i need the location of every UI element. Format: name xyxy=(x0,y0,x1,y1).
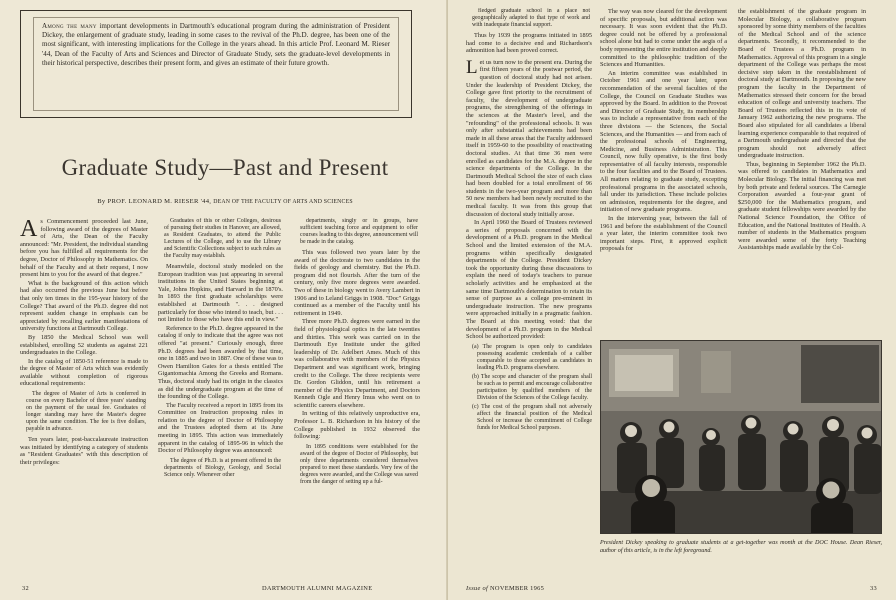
paragraph: Let us turn now to the present era. During the first fifteen years of the postwar period, the question of doctoral study had not arisen. Under the leadership of President Dickey, the College gave first priority to the recruitment of faculty, the development of undergraduate programs, the strengthening of the offerings in the sciences at the Master's level, and the "refounding" of the professional schools. It was only after substantial achievements had been made in all these areas that the Faculty addressed itself in 1959-60 to the possibility of reactivating doctoral studies. At that time 36 men were enrolled as candidates for the M.A. degree in the science departments of the College. In the Dartmouth Medical School the size of each class had been doubled for a total enrollment of 96 students in the two-year program and more than 50 new members had been newly recruited to the medical faculty. It was from this group that discussion of doctoral study initially arose. xyxy=(466,56,592,218)
block-quote: The degree of Ph.D. is at present offered in the departments of Biology, Geology, and Social Science only. Whenever other xyxy=(164,457,281,478)
paragraph: The Faculty received a report in 1895 from its Committee on Instruction proposing rules in relation to the degree of Doctor of Philosophy and the Trustees adopted them at its June meeting in 1895. This action was immediately apparent in the catalog of 1895-96 in which the Doctor of Philosophy degree was announced: xyxy=(158,401,283,455)
byline xyxy=(20,198,430,205)
paragraph: In the catalog of 1850-51 reference is made to the degree of Master of Arts which was evidently available without completion of rigorous educational requirements: xyxy=(20,357,148,388)
issue-date: NOVEMBER 1965 xyxy=(490,585,545,592)
intro-lead-caps: Among the many xyxy=(42,22,97,30)
column-4 xyxy=(466,8,592,580)
intro-body: important developments in Dartmouth's educational program during the administration of President Dickey, the enlargement of graduate study, leading in some cases to the revival of the Ph.D. degree, has been one of the most significant, with interesting implications for the College in the years ahead. In this article Prof. Leonard M. Rieser '44, Dean of the Faculty of Arts and Sciences and Director of Graduate Study, sets the graduate-level developments in their historical perspective, describes their present form, and gives an estimate of their future growth. xyxy=(42,22,390,67)
paragraph: the establishment of the graduate program in Molecular Biology, a collaborative program sponsored by some thirty members of the faculties of the Medical School and of the science departments. Secondly, it recommended to the Board of Trustees a Ph.D. program in Mathematics. Approval of this program in a single department of the College was perhaps the most decisive step taken in the reestablishment of doctoral study at Dartmouth. In proposing the new program the faculty in the Department of Mathematics stressed their concern for the broad education of college and university teachers. The Board of Trustees reflected this in its vote of January 1962 authorizing the new programs. The Board also stipulated for all candidates a liberal learning experience comparable to that required of a Dartmouth undergraduate and directed that the program should not adversely affect undergraduate instruction. xyxy=(738,8,866,160)
paragraph: What is the background of this action which had also occurred the previous June but before that only ten times in the 195-year history of the College? That award of the Ph.D. degree did not represent sudden change in emphasis can be appreciated by recalling earlier manifestations of university functions at Dartmouth College. xyxy=(20,279,148,333)
paragraph: Thus by 1939 the programs initiated in 1895 had come to a decisive end and Richardson's admonition had been proved correct. xyxy=(466,32,592,55)
list-item: (a) The program is open only to candidates possessing academic credentials of a caliber comparable to those accepted as candidates in leading Ph.D. programs elsewhere. xyxy=(472,343,592,371)
block-quote: Graduates of this or other Colleges, desirous of pursuing their studies in Hanover, are allowed, as Resident Graduates, to attend the Public Lectures of the College, and to use the Library and Scientific Collections subject to such rules as the Faculty may establish. xyxy=(164,218,281,259)
magazine-name: DARTMOUTH ALUMNI MAGAZINE xyxy=(262,585,373,592)
conditions-list xyxy=(472,344,592,432)
paragraph: In writing of this relatively unproductive era, Professor L. B. Richardson in his history of the College published in 1932 observed the following: xyxy=(294,410,420,441)
paragraph: In April 1960 the Board of Trustees reviewed a series of proposals concerned with the development of a Ph.D. program in the Medical School and the limited extension of the M.A. programs within specifically designated departments of the College. President Dickey took the opportunity during these discussions to explain the need of today's teachers to pursue scholarly activities and he emphasized at the same time Dartmouth's determination to retain its sense of purpose as a college pre-eminent in undergraduate instruction. The new programs were approached initially in a pragmatic fashion. The Board at this meeting voted: that the development of a Ph.D. program in the Medical School be authorized provided: xyxy=(466,219,592,341)
column-5 xyxy=(600,8,727,333)
list-item: (c) The cost of the program shall not adversely affect the financial position of the Medical School or increase the commitment of College funds for Medical School purposes. xyxy=(472,403,592,431)
page-number-left: 32 xyxy=(22,585,29,592)
paragraph: As Commencement proceeded last June, following award of the degrees of Master of Arts, the Dean of the Faculty announced: "Mr. President, the individual standing before you has fulfilled all requirements for the degree, Doctor of Philosophy in Mathematics. On behalf of the Faculty and at their request, I now present him to you for the award of that degree." xyxy=(20,218,148,279)
byline-author: By PROF. LEONARD M. RIESER '44, xyxy=(97,198,212,205)
column-1 xyxy=(20,218,148,580)
drop-cap: A xyxy=(20,218,38,242)
block-quote: departments, singly or in groups, have sufficient teaching force and equipment to offer courses leading to this degree, announcement will be made in the catalog. xyxy=(300,218,418,245)
issue-prefix: Issue of xyxy=(466,585,489,592)
column-6 xyxy=(738,8,866,333)
block-quote: In 1895 conditions were established for the award of the degree of Doctor of Philosophy, but only three departments considered themselves prepared to meet these standards. Very few of the degrees were awarded, and the College was saved from the danger of setting up a ful- xyxy=(300,443,418,485)
paragraph: An interim committee was established in October 1961 and one year later, upon recommendation of the several faculties of the College, the Council on Graduate Studies was approved by the Board. In addition to the Provost and Director of Graduate Study, its membership was to include a representative from each of the three divisions — the Sciences, the Social Sciences, and the Humanities — and from each of the professional schools of Engineering, Medicine, and Business Administration. This Council, now fully operative, is the first body representative of all faculty interests, responsible to the four faculties and to the Board of Trustees. All matters relating to graduate study, excepting professional programs in the associated schools, fall under its jurisdiction. These include policies on admission, requirements for the degree, and initiation of new graduate programs. xyxy=(600,69,727,214)
photograph xyxy=(600,340,882,534)
list-item: (b) The scope and character of the program shall be such as to permit and encourage collaborative participation by qualified members of the Division of the Sciences of the College faculty. xyxy=(472,373,592,401)
issue-line xyxy=(466,585,544,592)
paragraph: Thus, beginning in September 1962 the Ph.D. was offered to candidates in Mathematics and Molecular Biology. The initial financing was met by both private and federal sources. The Carnegie Corporation awarded a four-year grant of $250,000 for the Mathematics program, and graduate student fellowships were awarded by the National Science Foundation, the Office of Education, and the National Institutes of Health. A number of students in the Mathematics program were awarded some of the forty Teaching Assistantships made available by the Col- xyxy=(738,160,866,252)
page-number-right: 33 xyxy=(870,585,877,592)
paragraph: This was followed two years later by the award of the doctorate to two candidates in the fields of geology and chemistry. But the Ph.D. program did not flourish. After the turn of the century, only five more degrees were awarded. Two of these in biology went to Avery Lambert in 1906 and to Leland Griggs in 1908. "Doc" Griggs continued as a member of the Faculty until his retirement in 1949. xyxy=(294,249,420,317)
paragraph: The way was now cleared for the development of specific proposals, but additional action was necessary. It was soon evident that the Ph.D. degree could not be offered by a professional school alone but had to come under the aegis of a body representing the entire institution and deeply committed to the philosophic tradition of the Sciences and Humanities. xyxy=(600,8,727,69)
paragraph: Meanwhile, doctoral study modeled on the European tradition was just appearing in several institutions in the United States beginning at Yale, Johns Hopkins, and Harvard in the 1870's. In 1893 the first graduate scholarships were established at Dartmouth ". . . designed particularly for those who intend to teach, but . . . not limited to those who have this end in view." xyxy=(158,263,283,324)
paragraph: In the intervening year, between the fall of 1961 and before the establishment of the Council a year later, the interim committee took two important steps. First, it approved explicit proposals for xyxy=(600,215,727,253)
intro-box xyxy=(20,10,412,118)
paragraph: Three more Ph.D. degrees were earned in the field of physiological optics in the late twenties and thirties. This work was carried on in the Dartmouth Eye Institute under the gifted leadership of Dr. Adelbert Ames. Much of this was collaborative with members of the Physics Department and was significant work, bringing credit to the College. The three recipients were Dr. Gordon Gliddon, until his retirement a member of the Physics Department, and Doctors Kenneth Ogle and Henry Imus who went on to scientific careers elsewhere. xyxy=(294,318,420,409)
block-quote: The degree of Master of Arts is conferred in course on every Bachelor of three years' standing on the payment of the usual fee. Graduates of longer standing may have the Master's degree upon the same condition. The fee is five dollars, payable in advance. xyxy=(26,391,146,433)
photo-caption: President Dickey speaking to graduate students at a get-together was month at the DOC House. Dean Rieser, author of this article, is in the left foreground. xyxy=(600,540,882,554)
drop-cap: L xyxy=(466,56,478,78)
column-3 xyxy=(294,218,420,580)
paragraph: Ten years later, post-baccalaureate instruction was initiated by identifying a category of students as "Resident Graduates" with this description of their privileges: xyxy=(20,436,148,466)
paragraph: Reference to the Ph.D. degree appeared in the catalog if only to indicate that the agree was not offered "at present." Curiously enough, three Ph.D. degrees had been awarded by that time, one in 1885 and two in 1887. One of these was to Owen Hamilton Gates for a thesis entitled The Gigantomachia Among the Greeks and Romans. Thus, doctoral study had its origin in the classics as did the undergraduate program at the time of the founding of the College. xyxy=(158,324,283,401)
photo-scene xyxy=(601,341,882,534)
article-title: Graduate Study—Past and Present xyxy=(61,155,389,180)
block-quote: fledged graduate school in a place not geographically adapted to that type of work and with inadequate financial support. xyxy=(472,8,590,28)
column-2 xyxy=(158,218,283,580)
byline-title: DEAN OF THE FACULTY OF ARTS AND SCIENCES xyxy=(213,199,353,205)
paragraph: By 1850 the Medical School was well established, enrolling 52 students as against 221 undergraduates in the College. xyxy=(20,333,148,357)
intro-text xyxy=(33,17,399,111)
